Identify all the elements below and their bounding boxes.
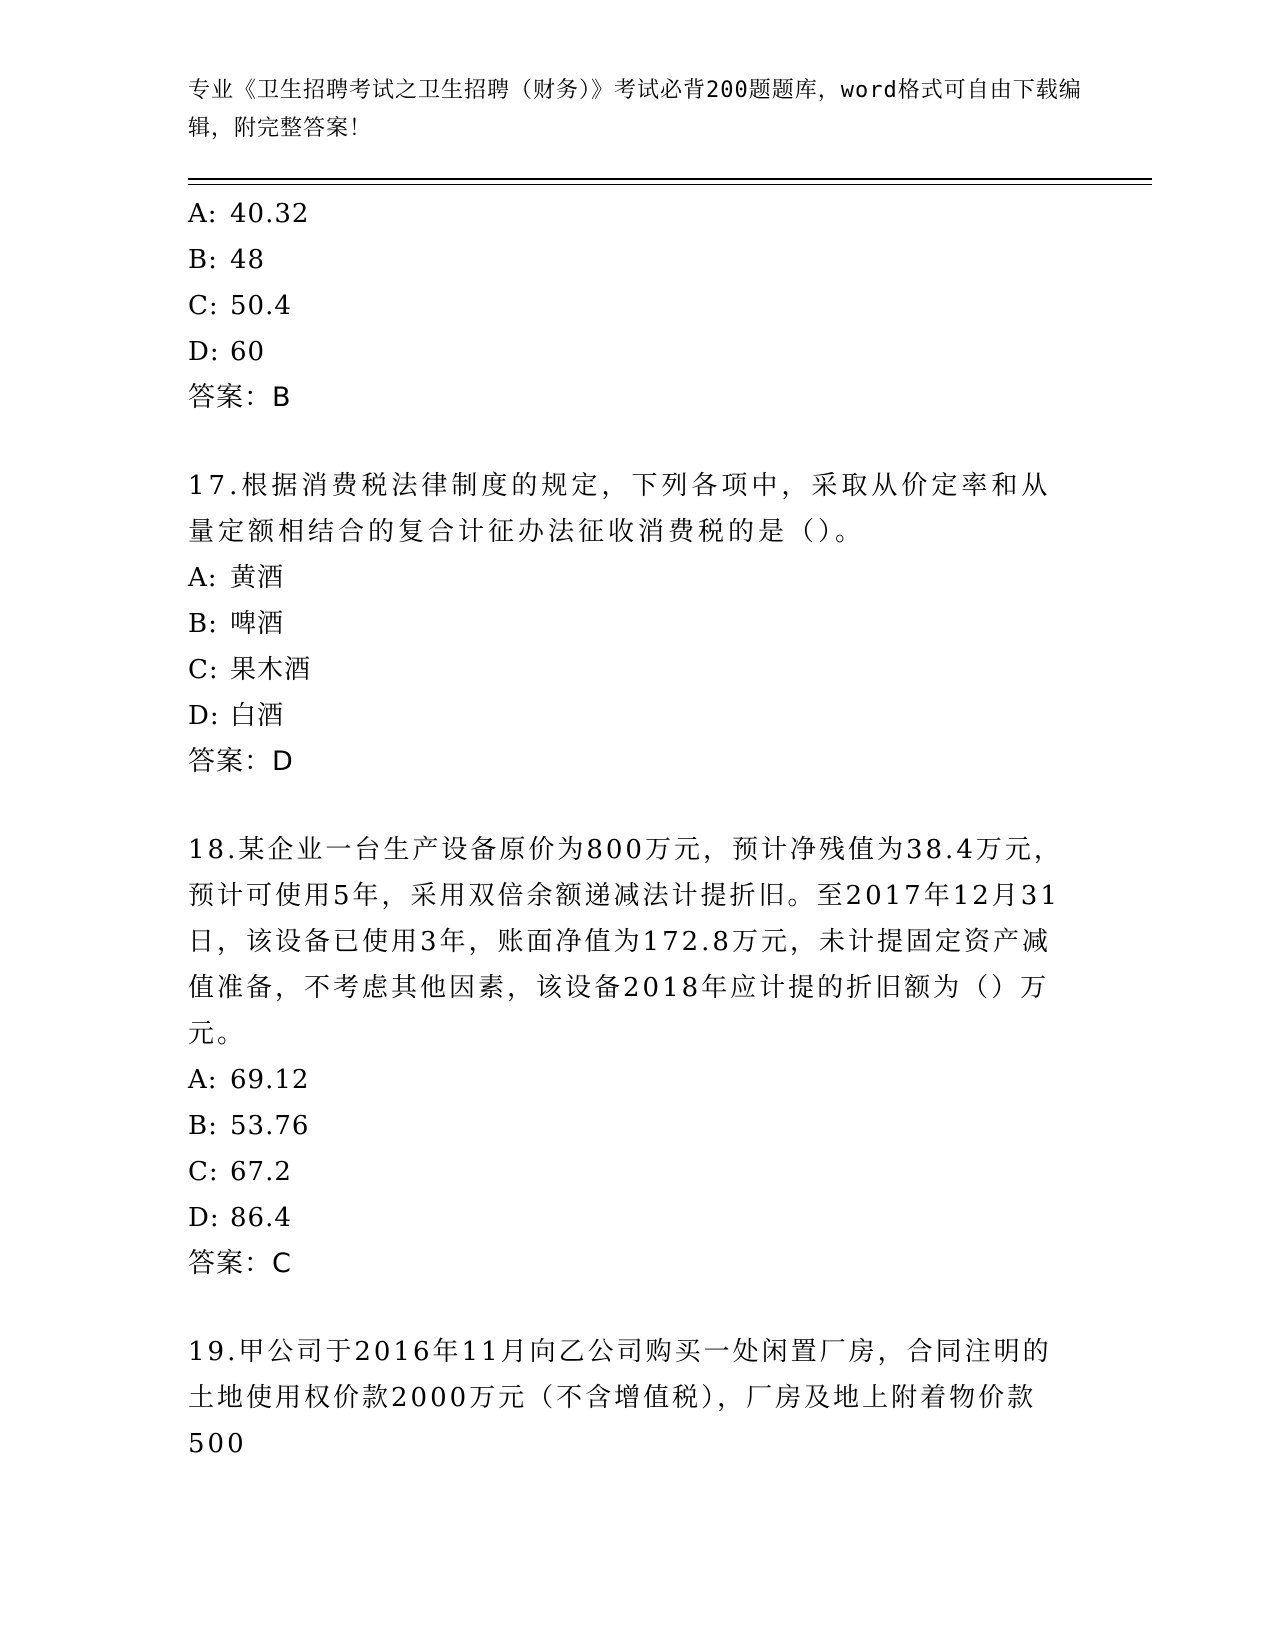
option-a: A: 40.32 xyxy=(188,199,310,229)
question-list xyxy=(188,191,1078,1467)
question-16 xyxy=(188,191,1078,421)
question-stem: 18.某企业一台生产设备原价为800万元，预计净残值为38.4万元，预计可使用5年，采用双倍余额递减法计提折旧。至2017年12月31日，该设备已使用3年，账面净值为172.8万元，未计提固定资产减值准备，不考虑其他因素，该设备2018年应计提的折旧额为（）万元。 xyxy=(188,835,1063,1049)
document-header: 专业《卫生招聘考试之卫生招聘（财务）》考试必背200题题库，word格式可自由下载编辑，附完整答案！ xyxy=(188,78,1082,141)
option-c: C: 67.2 xyxy=(188,1157,292,1187)
option-b: B: 48 xyxy=(188,245,266,275)
question-19 xyxy=(188,1329,1078,1467)
question-18 xyxy=(188,827,1078,1287)
option-a: A: 黄酒 xyxy=(188,563,285,593)
question-17 xyxy=(188,463,1078,785)
option-b: B: 啤酒 xyxy=(188,609,285,639)
answer-label: 答案：B xyxy=(188,382,292,413)
option-d: D: 60 xyxy=(188,337,266,367)
option-c: C: 50.4 xyxy=(188,291,292,321)
option-d: D: 86.4 xyxy=(188,1203,292,1233)
answer-label: 答案：D xyxy=(188,746,294,777)
question-stem: 17.根据消费税法律制度的规定，下列各项中，采取从价定率和从量定额相结合的复合计征办法征收消费税的是（）。 xyxy=(188,471,1052,547)
option-d: D: 白酒 xyxy=(188,701,285,731)
question-stem: 19.甲公司于2016年11月向乙公司购买一处闲置厂房，合同注明的土地使用权价款2000万元（不含增值税），厂房及地上附着物价款500 xyxy=(188,1337,1052,1459)
answer-label: 答案：C xyxy=(188,1248,292,1279)
option-a: A: 69.12 xyxy=(188,1065,310,1095)
option-c: C: 果木酒 xyxy=(188,655,312,685)
header-rule-thick xyxy=(188,178,1152,180)
option-b: B: 53.76 xyxy=(188,1111,310,1141)
header-rule-thin xyxy=(188,184,1152,185)
